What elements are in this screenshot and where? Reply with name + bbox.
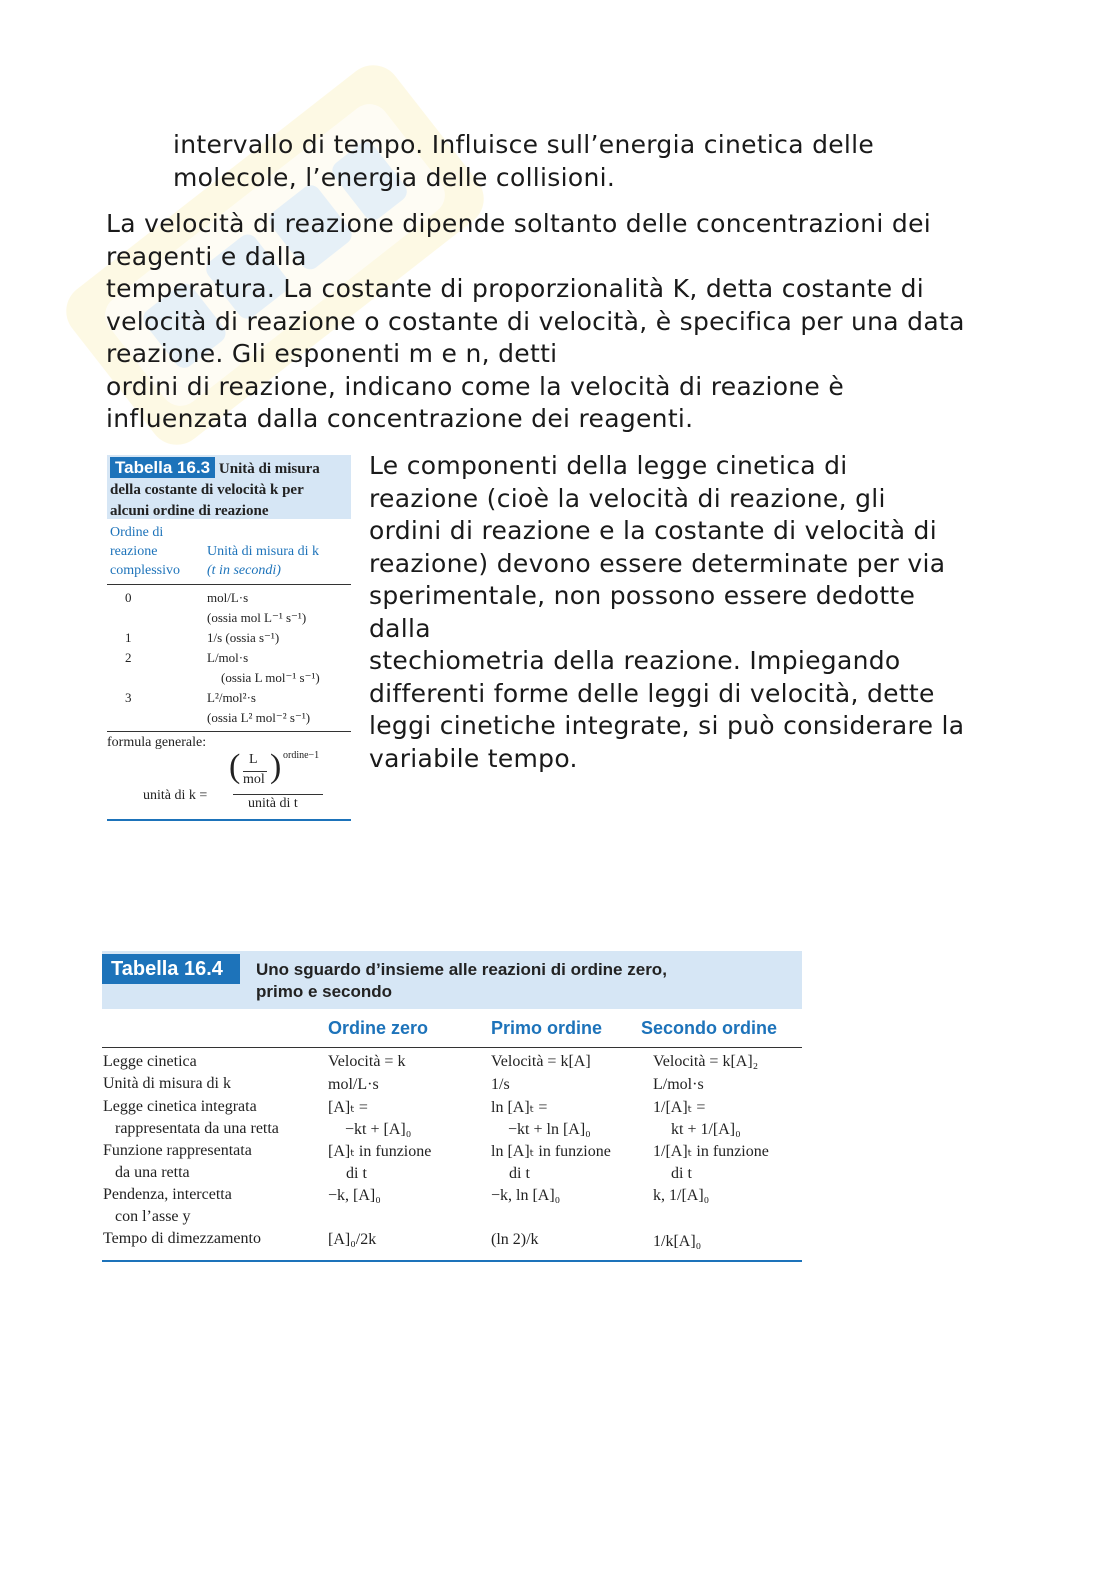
- paragraph-rate-dependence: [106, 208, 965, 436]
- cell-first-order: −kt + ln [A]₀: [508, 1121, 591, 1138]
- formula-paren-open: (: [229, 748, 241, 785]
- row-label: rappresentata da una retta: [115, 1120, 279, 1137]
- text-line: sperimentale, non possono essere dedotte: [369, 581, 916, 610]
- unit-value: L²/mol²·s: [207, 690, 256, 705]
- row-label: Legge cinetica integrata: [103, 1098, 257, 1115]
- table-body: [102, 1048, 802, 1262]
- general-formula-label: formula generale:: [107, 735, 207, 750]
- cell-zero-order: di t: [346, 1165, 367, 1182]
- table-header: [102, 951, 802, 1009]
- text-line: reazione. Gli esponenti m e n, detti: [106, 339, 558, 368]
- cell-first-order: ln [A]ₜ in funzione: [491, 1143, 611, 1160]
- column-headers: [102, 1009, 802, 1048]
- formula-fraction-line: [233, 794, 323, 795]
- order-value: 2: [125, 650, 132, 665]
- text-line: ordini di reazione, indicano come la velocità di reazione è: [106, 371, 845, 401]
- column-header: reazione: [110, 544, 158, 559]
- table-caption: della costante di velocità k per: [110, 482, 304, 498]
- column-header: Primo ordine: [491, 1018, 603, 1038]
- row-label: con l’asse y: [115, 1208, 191, 1225]
- cell-zero-order: mol/L·s: [328, 1076, 379, 1093]
- column-header: Ordine zero: [328, 1018, 429, 1038]
- cell-second-order: kt + 1/[A]₀: [671, 1121, 741, 1138]
- row-label: Tempo di dimezzamento: [103, 1230, 261, 1247]
- text-line: intervallo di tempo. Influisce sull’energia cinetica delle: [173, 130, 875, 159]
- row-label: Pendenza, intercetta: [103, 1186, 232, 1203]
- cell-first-order: (ln 2)/k: [491, 1231, 539, 1248]
- table-row: [107, 648, 351, 688]
- text-line: temperatura. La costante di proporzionalità K, detta costante di: [106, 274, 925, 303]
- cell-zero-order: Velocità = k: [328, 1053, 406, 1070]
- formula-left: unità di k =: [143, 788, 208, 803]
- table-label: Tabella 16.3: [110, 457, 215, 478]
- cell-first-order: Velocità = k[A]: [491, 1053, 591, 1070]
- cell-second-order: L/mol·s: [653, 1076, 704, 1093]
- cell-first-order: di t: [509, 1165, 530, 1182]
- cell-second-order: 1/k[A]₀: [653, 1233, 702, 1250]
- column-headers: [107, 519, 351, 585]
- cell-second-order: Velocità = k[A]₂: [653, 1053, 759, 1070]
- cell-zero-order: [A]ₜ in funzione: [328, 1143, 432, 1160]
- cell-first-order: −k, ln [A]₀: [491, 1187, 561, 1204]
- unit-alt: (ossia mol L⁻¹ s⁻¹): [207, 610, 307, 625]
- order-value: 1: [125, 630, 132, 645]
- table-16-3: [107, 455, 351, 821]
- text-line: stechiometria della reazione. Impiegando: [369, 646, 901, 675]
- cell-zero-order: [A]ₜ =: [328, 1099, 368, 1116]
- unit-alt: (ossia L mol⁻¹ s⁻¹): [221, 670, 320, 685]
- table-row: [107, 688, 351, 728]
- text-line: dalla: [369, 613, 431, 643]
- text-line: velocità di reazione o costante di velocità, è specifica per una data: [106, 306, 965, 336]
- order-value: 0: [125, 590, 132, 605]
- cell-first-order: ln [A]ₜ =: [491, 1099, 548, 1116]
- table-row: [107, 628, 351, 648]
- text-line: molecole, l’energia delle collisioni.: [173, 162, 616, 192]
- text-line: reazione) devono essere determinate per via: [369, 548, 946, 578]
- formula-paren-close: ): [270, 748, 282, 785]
- cell-second-order: k, 1/[A]₀: [653, 1187, 710, 1204]
- column-header: complessivo: [110, 563, 180, 578]
- column-header: (t in secondi): [207, 563, 281, 578]
- column-header: Ordine di: [110, 525, 164, 540]
- text-line: reazione (cioè la velocità di reazione, gli: [369, 483, 886, 513]
- table-caption: Unità di misura: [218, 461, 320, 477]
- paragraph-kinetic-law: [369, 450, 964, 775]
- unit-value: mol/L·s: [207, 590, 249, 605]
- unit-value: L/mol·s: [207, 650, 249, 665]
- row-label: da una retta: [115, 1164, 190, 1181]
- intro-fragment: [173, 129, 874, 194]
- table-16-4: [102, 951, 802, 1262]
- column-header: Unità di misura di k: [207, 544, 319, 559]
- text-line: variabile tempo.: [369, 743, 578, 773]
- text-line: influenzata dalla concentrazione dei reagenti.: [106, 404, 694, 433]
- table-label: Tabella 16.4: [102, 954, 240, 984]
- text-line: La velocità di reazione dipende soltanto delle concentrazioni dei: [106, 209, 932, 238]
- cell-second-order: 1/[A]ₜ in funzione: [653, 1143, 769, 1160]
- text-line: ordini di reazione e la costante di velocità di: [369, 516, 937, 545]
- text-line: Le componenti della legge cinetica di: [369, 451, 848, 480]
- table-caption: Uno sguardo d’insieme alle reazioni di ordine zero,: [256, 960, 667, 979]
- unit-alt: (ossia L² mol⁻² s⁻¹): [207, 710, 311, 725]
- formula-denominator: unità di t: [248, 796, 298, 811]
- unit-value: 1/s (ossia s⁻¹): [207, 630, 280, 645]
- column-header: Secondo ordine: [641, 1018, 778, 1038]
- row-label: Unità di misura di k: [103, 1075, 231, 1092]
- table-caption: primo e secondo: [256, 982, 393, 1001]
- order-value: 3: [125, 690, 132, 705]
- formula-mol: mol: [243, 772, 265, 787]
- cell-zero-order: −k, [A]₀: [328, 1187, 381, 1204]
- row-label: Funzione rappresentata: [103, 1142, 252, 1159]
- table-row: [107, 588, 351, 628]
- cell-second-order: di t: [671, 1165, 692, 1182]
- cell-second-order: 1/[A]ₜ =: [653, 1099, 706, 1116]
- text-line: differenti forme delle leggi di velocità, dette: [369, 678, 935, 708]
- table-caption: alcuni ordine di reazione: [110, 503, 269, 519]
- cell-zero-order: [A]₀/2k: [328, 1231, 377, 1248]
- general-formula: [107, 731, 351, 821]
- formula-exponent: ordine−1: [283, 750, 320, 761]
- text-line: reagenti e dalla: [106, 241, 307, 271]
- text-line: leggi cinetiche integrate, si può considerare la: [369, 711, 965, 740]
- cell-first-order: 1/s: [491, 1076, 510, 1093]
- row-label: Legge cinetica: [103, 1053, 197, 1070]
- formula-numerator-L: L: [249, 752, 258, 767]
- table-header: [107, 455, 351, 519]
- cell-zero-order: −kt + [A]₀: [345, 1121, 412, 1138]
